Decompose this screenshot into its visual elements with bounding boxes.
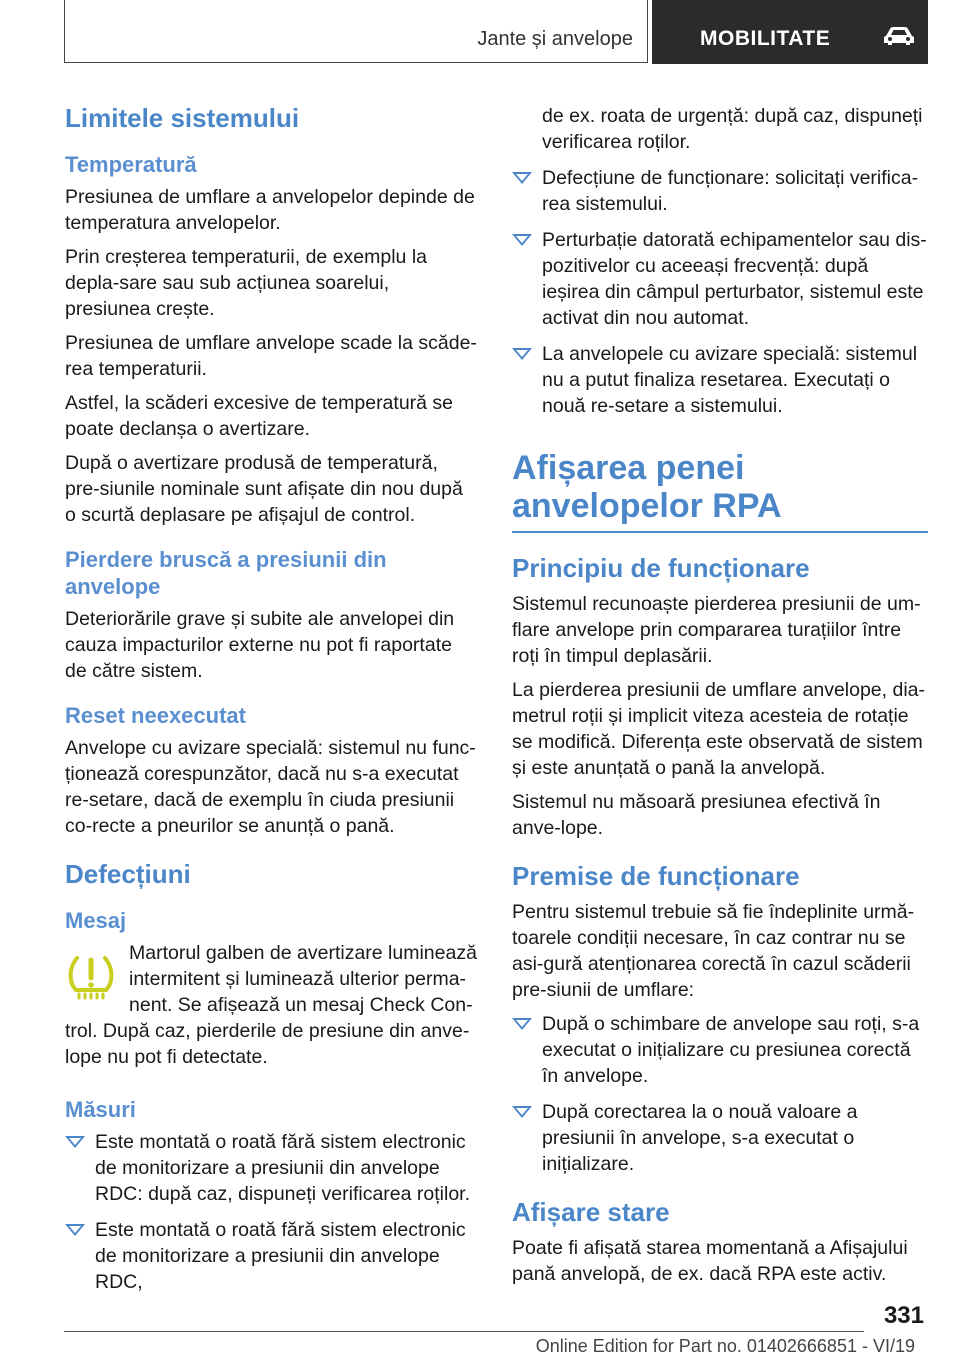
list-item: La anvelopele cu avizare specială: sistemul nu a putut finaliza resetarea. Executați o nouă re‐setare a sistemului.	[512, 341, 928, 419]
list-item: După corectarea la o nouă valoare a presiunii în anvelope, s-a executat o inițializare.	[512, 1099, 928, 1177]
page-number: 331	[883, 1302, 924, 1329]
left-column	[65, 95, 477, 1305]
heading-rpa: Afișarea penei anvelopelor RPA	[512, 449, 928, 533]
paragraph: Anvelope cu avizare specială: sistemul nu func‐ționează corespunzător, dacă nu s-a executat re‐setare, dacă de exemplu în ciuda presiunii co‐recte a pneurilor se anunță o pană.	[65, 737, 476, 837]
heading-premises: Premise de funcționare	[512, 861, 800, 891]
heading-operating-principle: Principiu de funcționare	[512, 553, 810, 583]
paragraph: După o avertizare produsă de temperatură, pre‐siunile nominale sunt afișate din nou după o scurtă deplasare pe afișajul de control.	[65, 452, 463, 526]
heading-reset-not-executed: Reset neexecutat	[65, 703, 246, 728]
list-item: După o schimbare de anvelope sau roți, s-a executat o inițializare cu presiunea corectă în anvelope.	[512, 1011, 928, 1089]
heading-status-display: Afișare stare	[512, 1197, 670, 1227]
bullet-triangle-icon	[65, 1136, 85, 1148]
bullet-triangle-icon	[512, 172, 532, 184]
list-item: Perturbație datorată echipamentelor sau dis‐pozitivelor cu aceeași frecvență: după ieșirea din câmpul perturbator, sistemul este activat din nou automat.	[512, 227, 928, 331]
premises-list	[512, 1011, 928, 1177]
paragraph: Presiunea de umflare a anvelopelor depinde de temperatura anvelopelor.	[65, 186, 475, 234]
car-icon	[882, 26, 916, 51]
measures-list	[65, 1129, 477, 1295]
bullet-triangle-icon	[512, 234, 532, 246]
section-title: Jante și anvelope	[477, 28, 633, 50]
tire-pressure-warning-icon	[65, 950, 117, 1002]
list-item: Defecțiune de funcționare: solicitați verifica‐rea sistemului.	[512, 165, 928, 217]
heading-sudden-pressure-loss: Pierdere bruscă a presiunii din anvelope	[65, 547, 387, 599]
paragraph: Poate fi afișată starea momentană a Afișajului pană anvelopă, de ex. dacă RPA este activ.	[512, 1237, 908, 1285]
footer-edition: Online Edition for Part no. 01402666851 - VI/19	[535, 1336, 915, 1356]
bullet-triangle-icon	[512, 348, 532, 360]
list-continuation: de ex. roata de urgență: după caz, dispuneți verificarea roților.	[542, 105, 923, 153]
chapter-title: MOBILITATE	[700, 27, 831, 50]
paragraph: Sistemul recunoaște pierderea presiunii de um‐flare anvelope prin compararea turațiilor între roți în timpul deplasării.	[512, 593, 921, 667]
paragraph: Astfel, la scăderi excesive de temperatură se poate declanșa o avertizare.	[65, 392, 454, 440]
heading-defects: Defecțiuni	[65, 859, 191, 889]
bullet-triangle-icon	[65, 1224, 85, 1236]
footer-divider	[64, 1331, 864, 1332]
header-section-box	[64, 0, 648, 63]
bullet-triangle-icon	[512, 1106, 532, 1118]
chapter-tab	[652, 0, 928, 64]
bullet-triangle-icon	[512, 1018, 532, 1030]
heading-temperature: Temperatură	[65, 152, 197, 177]
heading-system-limits: Limitele sistemului	[65, 103, 300, 133]
paragraph: Deteriorările grave și subite ale anvelopei din cauza impacturilor externe nu pot fi raportate de către sistem.	[65, 608, 455, 682]
paragraph: Martorul galben de avertizare luminează intermitent și luminează ulterior perma‐nent. Se afișează un mesaj Check Con‐trol. După caz, pierderile de presiune din anve‐lope nu pot fi detectate.	[65, 942, 477, 1068]
paragraph: La pierderea presiunii de umflare anvelope, dia‐metrul roții și implicit viteza acesteia de rotație se modifică. Diferența este observată de sistem și este anunțată o pană la anvelopă.	[512, 679, 926, 779]
list-item: Este montată o roată fără sistem electronic de monitorizare a presiunii din anvelope RDC,	[65, 1217, 477, 1295]
right-column	[512, 103, 928, 1295]
paragraph: Pentru sistemul trebuie să fie îndeplinite urmă‐toarele condiții necesare, în caz contrar nu se asi‐gură atenționarea corectă în cazul scăderii pre‐siunii de umflare:	[512, 901, 915, 1001]
list-item: Este montată o roată fără sistem electronic de monitorizare a presiunii din anvelope RDC: după caz, dispuneți verificarea roților.	[65, 1129, 477, 1207]
page-header	[64, 0, 928, 64]
paragraph: Prin creșterea temperaturii, de exemplu la depla‐sare sau sub acțiunea soarelui, presiunea crește.	[65, 246, 427, 320]
warning-block	[65, 940, 477, 1070]
paragraph: Presiunea de umflare anvelope scade la scăde‐rea temperaturii.	[65, 332, 477, 380]
paragraph: Sistemul nu măsoară presiunea efectivă în anve‐lope.	[512, 791, 881, 839]
defects-list	[512, 165, 928, 419]
heading-measures: Măsuri	[65, 1097, 136, 1122]
heading-message: Mesaj	[65, 908, 127, 933]
